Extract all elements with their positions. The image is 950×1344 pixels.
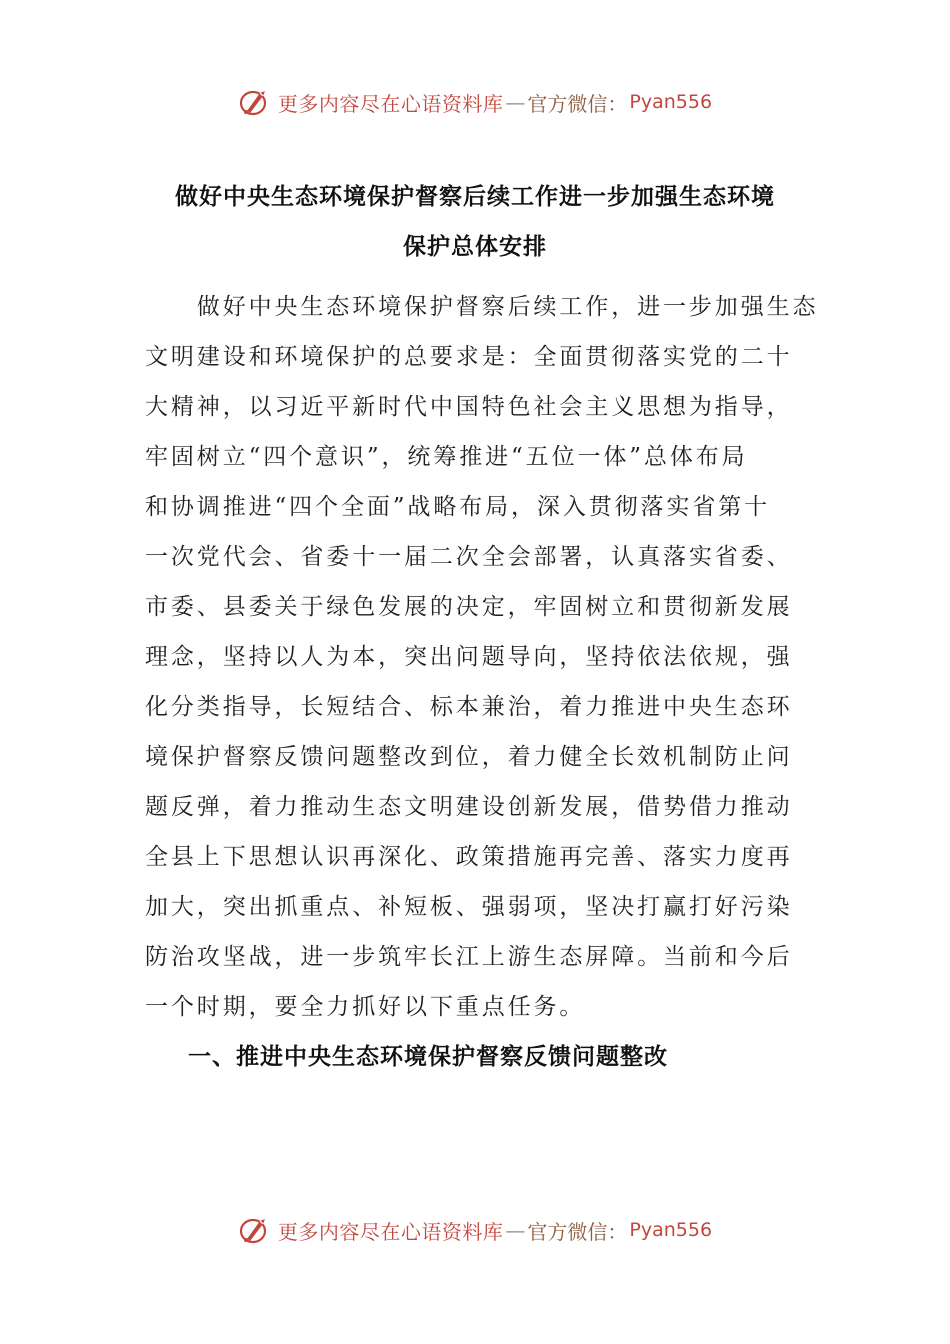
watermark-banner-top [0, 82, 950, 122]
body-line: 文明建设和环境保护的总要求是：全面贯彻落实党的二十 [145, 344, 793, 370]
section-heading-1: 一、推进中央生态环境保护督察反馈问题整改 [188, 1044, 668, 1070]
body-line: 境保护督察反馈问题整改到位，着力健全长效机制防止问 [145, 744, 793, 770]
body-line: 防治攻坚战，进一步筑牢长江上游生态屏障。当前和今后 [145, 944, 793, 970]
pen-nib-logo-icon [238, 85, 272, 119]
body-line: 一个时期，要全力抓好以下重点任务。 [145, 994, 586, 1020]
body-line: 做好中央生态环境保护督察后续工作，进一步加强生态 [145, 294, 819, 320]
watermark-separator: — [505, 90, 526, 114]
document-title-line-2: 保护总体安排 [403, 234, 547, 260]
body-line: 加大，突出抓重点、补短板、强弱项，坚决打赢打好污染 [145, 894, 793, 920]
body-line: 牢固树立“四个意识”，统筹推进“五位一体”总体布局 [145, 444, 748, 470]
watermark-banner-bottom [0, 1210, 950, 1250]
body-line: 和协调推进“四个全面”战略布局，深入贯彻落实省第十 [145, 494, 771, 520]
watermark-text: 更多内容尽在心语资料库 [277, 91, 504, 116]
body-line: 市委、县委关于绿色发展的决定，牢固树立和贯彻新发展 [145, 594, 793, 620]
watermark-wechat-id: Pyan556 [629, 91, 713, 113]
body-line: 理念，坚持以人为本，突出问题导向，坚持依法依规，强 [145, 644, 793, 670]
body-paragraph [145, 287, 819, 1037]
watermark-text: 更多内容尽在心语资料库 [277, 1219, 504, 1244]
body-line: 化分类指导，长短结合、标本兼治，着力推进中央生态环 [145, 694, 793, 720]
body-line: 全县上下思想认识再深化、政策措施再完善、落实力度再 [145, 844, 793, 870]
document-title-line-1: 做好中央生态环境保护督察后续工作进一步加强生态环境 [175, 184, 775, 210]
watermark-wechat-label: 官方微信： [527, 1219, 628, 1244]
pen-nib-logo-icon [238, 1213, 272, 1247]
body-line: 一次党代会、省委十一届二次全会部署，认真落实省委、 [145, 544, 793, 570]
watermark-separator: — [505, 1218, 526, 1242]
body-line: 大精神，以习近平新时代中国特色社会主义思想为指导， [145, 394, 793, 420]
watermark-wechat-label: 官方微信： [527, 91, 628, 116]
watermark-wechat-id: Pyan556 [629, 1219, 713, 1241]
body-line: 题反弹，着力推动生态文明建设创新发展，借势借力推动 [145, 794, 793, 820]
